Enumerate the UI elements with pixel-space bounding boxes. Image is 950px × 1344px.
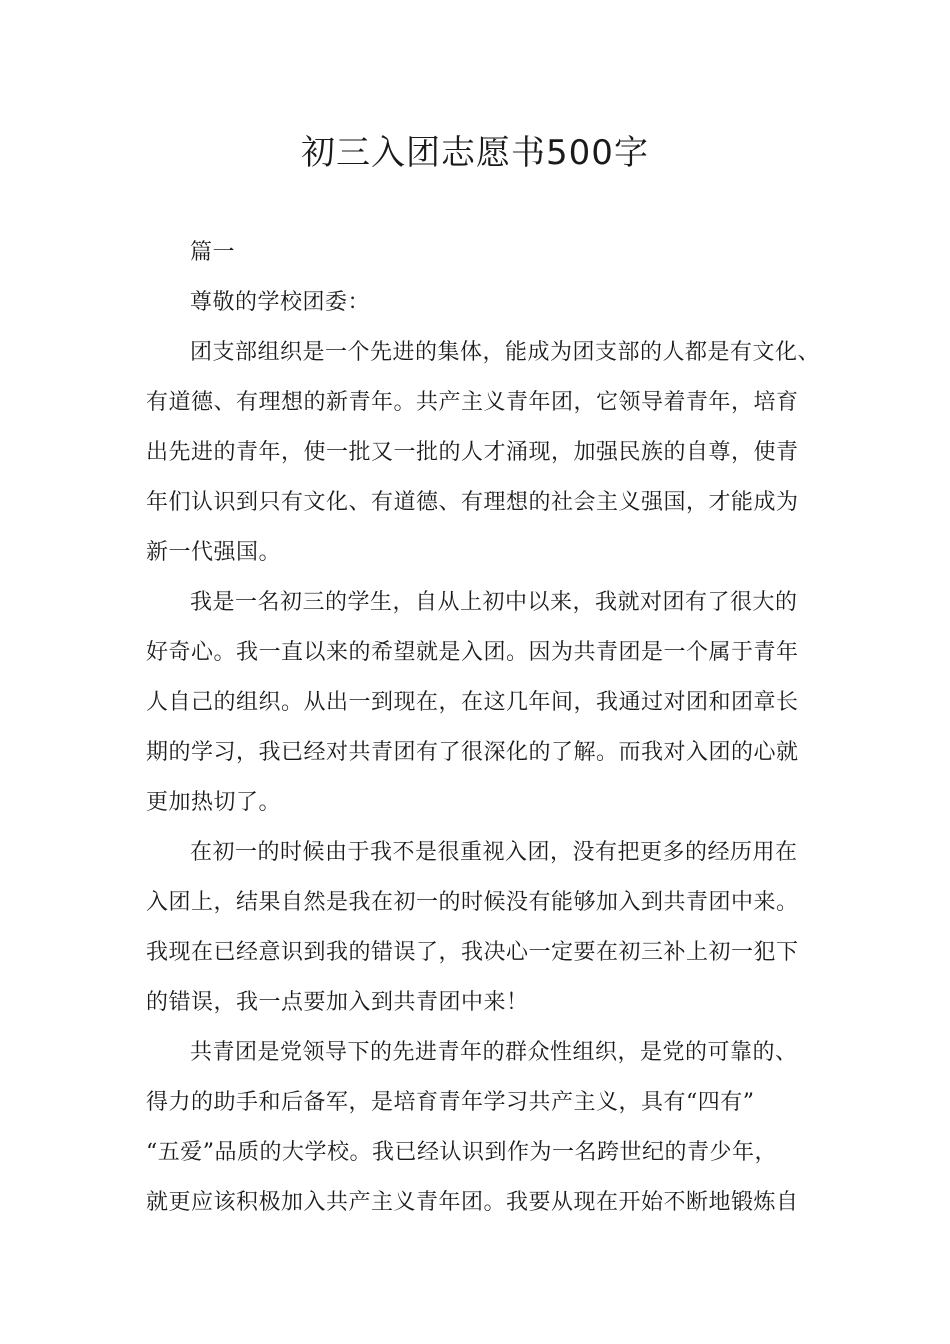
- text-line: 出先进的青年，使一批又一批的人才涌现，加强民族的自尊，使青: [146, 440, 799, 465]
- text-line: “五爱”品质的大学校。我已经认识到作为一名跨世纪的青少年，: [146, 1140, 777, 1165]
- text-line: 有道德、有理想的新青年。共产主义青年团，它领导着青年，培育: [146, 390, 799, 415]
- text-line: 就更应该积极加入共产主义青年团。我要从现在开始不断地锻炼自: [146, 1190, 799, 1215]
- text-line: 新一代强国。: [146, 540, 282, 565]
- text-line: 入团上，结果自然是我在初一的时候没有能够加入到共青团中来。: [146, 890, 799, 915]
- text-line: 篇一: [190, 240, 236, 265]
- text-line: 年们认识到只有文化、有道德、有理想的社会主义强国，才能成为: [146, 490, 799, 515]
- document-title: 初三入团志愿书500字: [301, 133, 649, 173]
- text-line: 共青团是党领导下的先进青年的群众性组织，是党的可靠的、: [190, 1040, 798, 1065]
- text-line: 得力的助手和后备军，是培育青年学习共产主义，具有“四有”: [146, 1090, 755, 1115]
- text-line: 期的学习，我已经对共青团有了很深化的了解。而我对入团的心就: [146, 740, 799, 765]
- text-line: 的错误，我一点要加入到共青团中来！: [146, 990, 529, 1015]
- text-line: 团支部组织是一个先进的集体，能成为团支部的人都是有文化、: [190, 340, 821, 365]
- text-line: 我是一名初三的学生，自从上初中以来，我就对团有了很大的: [190, 590, 798, 615]
- text-line: 人自己的组织。从出一到现在，在这几年间，我通过对团和团章长: [146, 690, 799, 715]
- text-line: 我现在已经意识到我的错误了，我决心一定要在初三补上初一犯下: [146, 940, 799, 965]
- text-line: 在初一的时候由于我不是很重视入团，没有把更多的经历用在: [190, 840, 798, 865]
- document-body: [146, 228, 826, 1228]
- text-line: 更加热切了。: [146, 790, 282, 815]
- text-line: 尊敬的学校团委：: [190, 290, 371, 315]
- text-line: 好奇心。我一直以来的希望就是入团。因为共青团是一个属于青年: [146, 640, 799, 665]
